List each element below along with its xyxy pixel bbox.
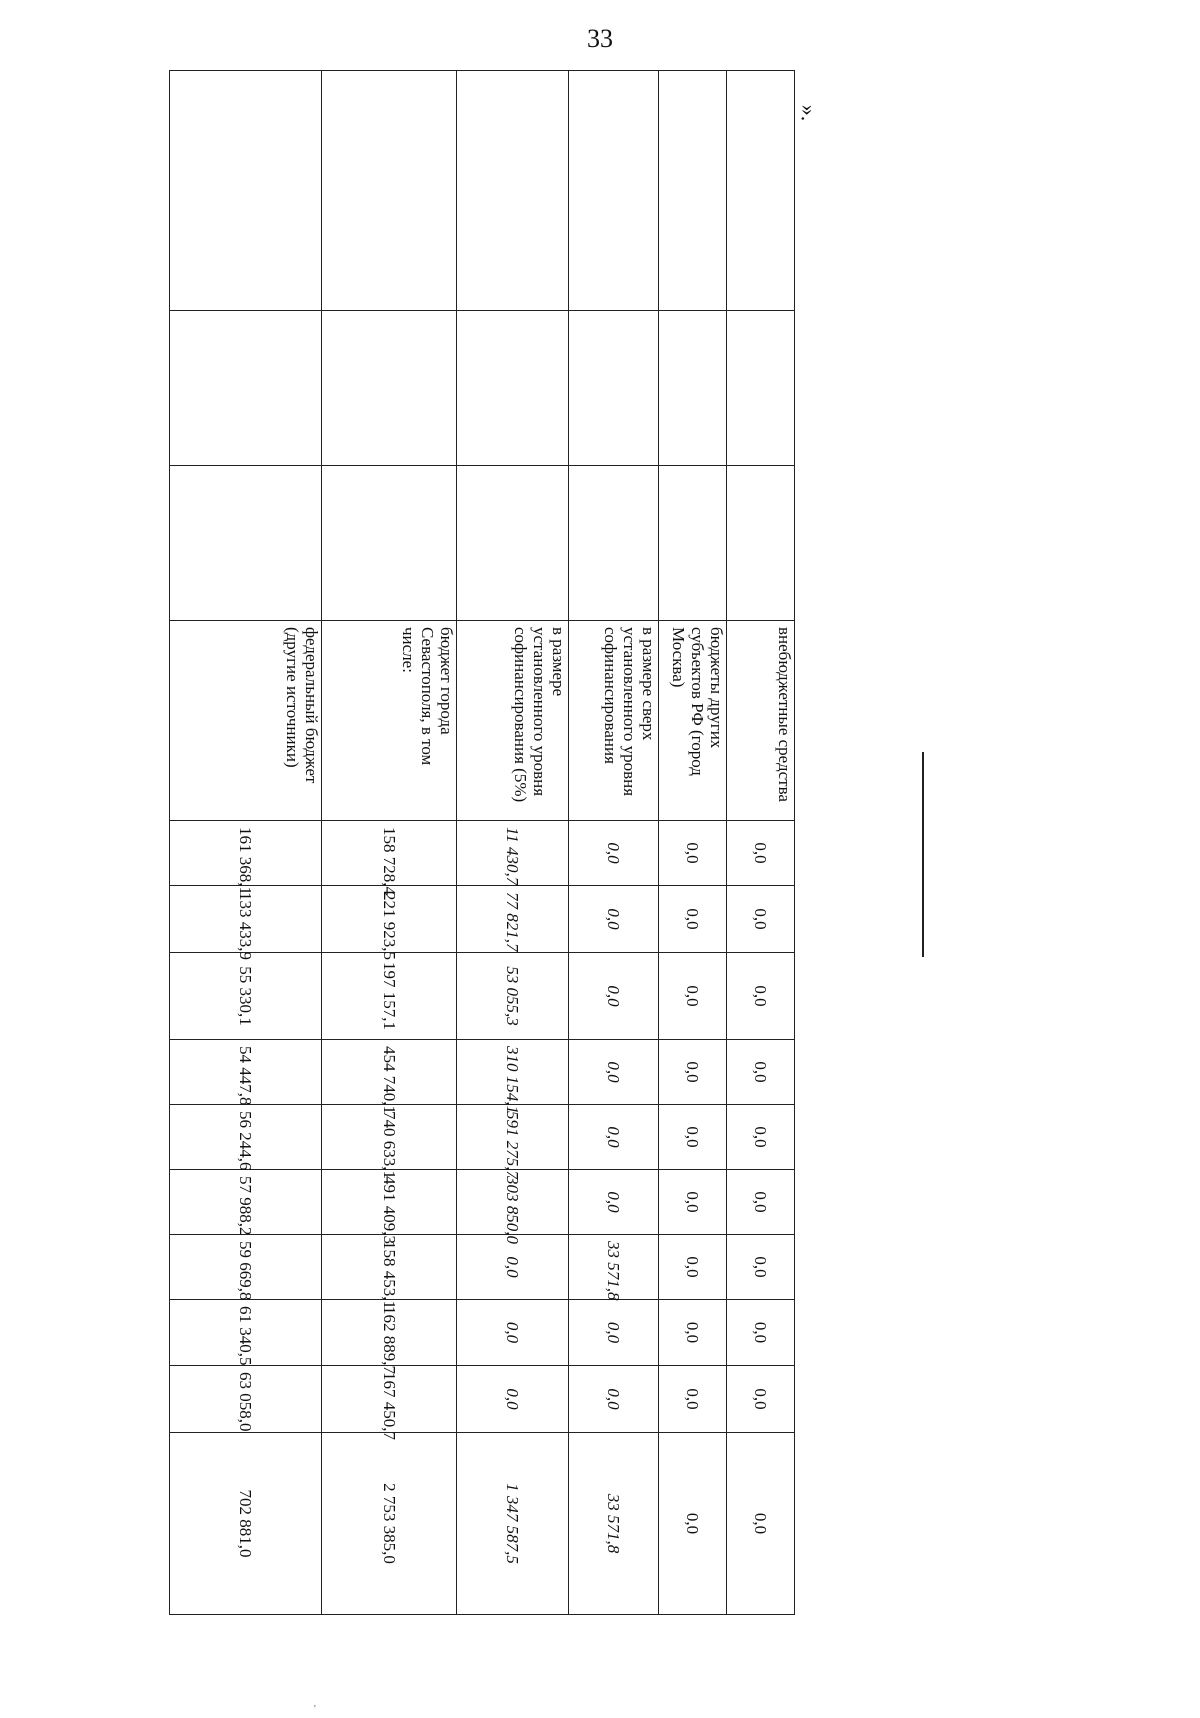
value-cell: 0,0 [659,953,727,1040]
value-cell: 0,0 [659,1105,727,1170]
value-cell: 740 633,1 [322,1105,457,1170]
value-cell: 33 571,8 [569,1235,659,1300]
table-row [322,71,457,1615]
value-cell: 0,0 [727,953,795,1040]
value-cell: 0,0 [727,1300,795,1366]
value-cell: 0,0 [457,1300,569,1366]
empty-cell [322,71,457,311]
value-cell: 56 244,6 [170,1105,322,1170]
empty-cell [457,311,569,466]
value-cell: 77 821,7 [457,886,569,953]
value-cell: 0,0 [569,886,659,953]
value-cell: 0,0 [569,821,659,886]
value-cell: 158 453,1 [322,1235,457,1300]
value-cell: 702 881,0 [170,1433,322,1615]
empty-cell [727,71,795,311]
stray-mark: ' [314,1704,316,1715]
value-cell: 591 275,7 [457,1105,569,1170]
budget-table [169,70,795,1615]
value-cell: 0,0 [659,1366,727,1433]
row-label: бюджеты других субъектов РФ (город Москва) [659,621,727,821]
value-cell: 0,0 [569,1040,659,1105]
value-cell: 161 368,1 [170,821,322,886]
page-number: 33 [587,24,613,53]
row-label: внебюджетные средства [727,621,795,821]
value-cell: 0,0 [727,1235,795,1300]
value-cell: 0,0 [457,1366,569,1433]
value-cell: 303 850,0 [457,1170,569,1235]
value-cell: 197 157,1 [322,953,457,1040]
value-cell: 167 450,7 [322,1366,457,1433]
empty-cell [322,466,457,621]
empty-cell [457,71,569,311]
value-cell: 0,0 [659,821,727,886]
value-cell: 2 753 385,0 [322,1433,457,1615]
value-cell: 57 988,2 [170,1170,322,1235]
value-cell: 0,0 [659,1040,727,1105]
value-cell: 59 669,8 [170,1235,322,1300]
empty-cell [322,311,457,466]
table-row [727,71,795,1615]
table-row [569,71,659,1615]
value-cell: 54 447,8 [170,1040,322,1105]
empty-cell [170,311,322,466]
value-cell: 0,0 [727,1170,795,1235]
value-cell: 0,0 [659,1235,727,1300]
value-cell: 0,0 [727,1040,795,1105]
value-cell: 162 889,7 [322,1300,457,1366]
empty-cell [659,71,727,311]
empty-cell [659,311,727,466]
value-cell: 0,0 [569,1170,659,1235]
separator-line [922,752,924,957]
value-cell: 0,0 [569,1300,659,1366]
table-row [659,71,727,1615]
row-label: в размере установленного уровня софинансирования (5%) [457,621,569,821]
value-cell: 33 571,8 [569,1433,659,1615]
value-cell: 11 430,7 [457,821,569,886]
value-cell: 454 740,1 [322,1040,457,1105]
value-cell: 0,0 [569,953,659,1040]
value-cell: 53 055,3 [457,953,569,1040]
value-cell: 63 058,0 [170,1366,322,1433]
value-cell: 310 154,1 [457,1040,569,1105]
empty-cell [659,466,727,621]
row-label: в размере сверх установленного уровня софинансирования [569,621,659,821]
value-cell: 0,0 [727,1105,795,1170]
value-cell: 0,0 [727,821,795,886]
table-row [170,71,322,1615]
value-cell: 0,0 [569,1105,659,1170]
value-cell: 0,0 [659,1170,727,1235]
value-cell: 55 330,1 [170,953,322,1040]
value-cell: 61 340,5 [170,1300,322,1366]
value-cell: 0,0 [727,886,795,953]
row-label: федеральный бюджет (другие источники) [170,621,322,821]
empty-cell [569,311,659,466]
value-cell: 0,0 [569,1366,659,1433]
empty-cell [569,71,659,311]
value-cell: 0,0 [659,1300,727,1366]
value-cell: 0,0 [659,886,727,953]
row-label: бюджет города Севастополя, в том числе: [322,621,457,821]
empty-cell [727,466,795,621]
value-cell: 221 923,5 [322,886,457,953]
empty-cell [569,466,659,621]
closing-quote-mark: ». [796,104,822,122]
empty-cell [170,466,322,621]
value-cell: 0,0 [727,1433,795,1615]
empty-cell [727,311,795,466]
budget-table-rotated [170,70,795,1615]
value-cell: 0,0 [727,1366,795,1433]
value-cell: 0,0 [457,1235,569,1300]
value-cell: 0,0 [659,1433,727,1615]
value-cell: 1 347 587,5 [457,1433,569,1615]
value-cell: 491 409,3 [322,1170,457,1235]
empty-cell [457,466,569,621]
value-cell: 133 433,9 [170,886,322,953]
table-row [457,71,569,1615]
value-cell: 158 728,4 [322,821,457,886]
empty-cell [170,71,322,311]
